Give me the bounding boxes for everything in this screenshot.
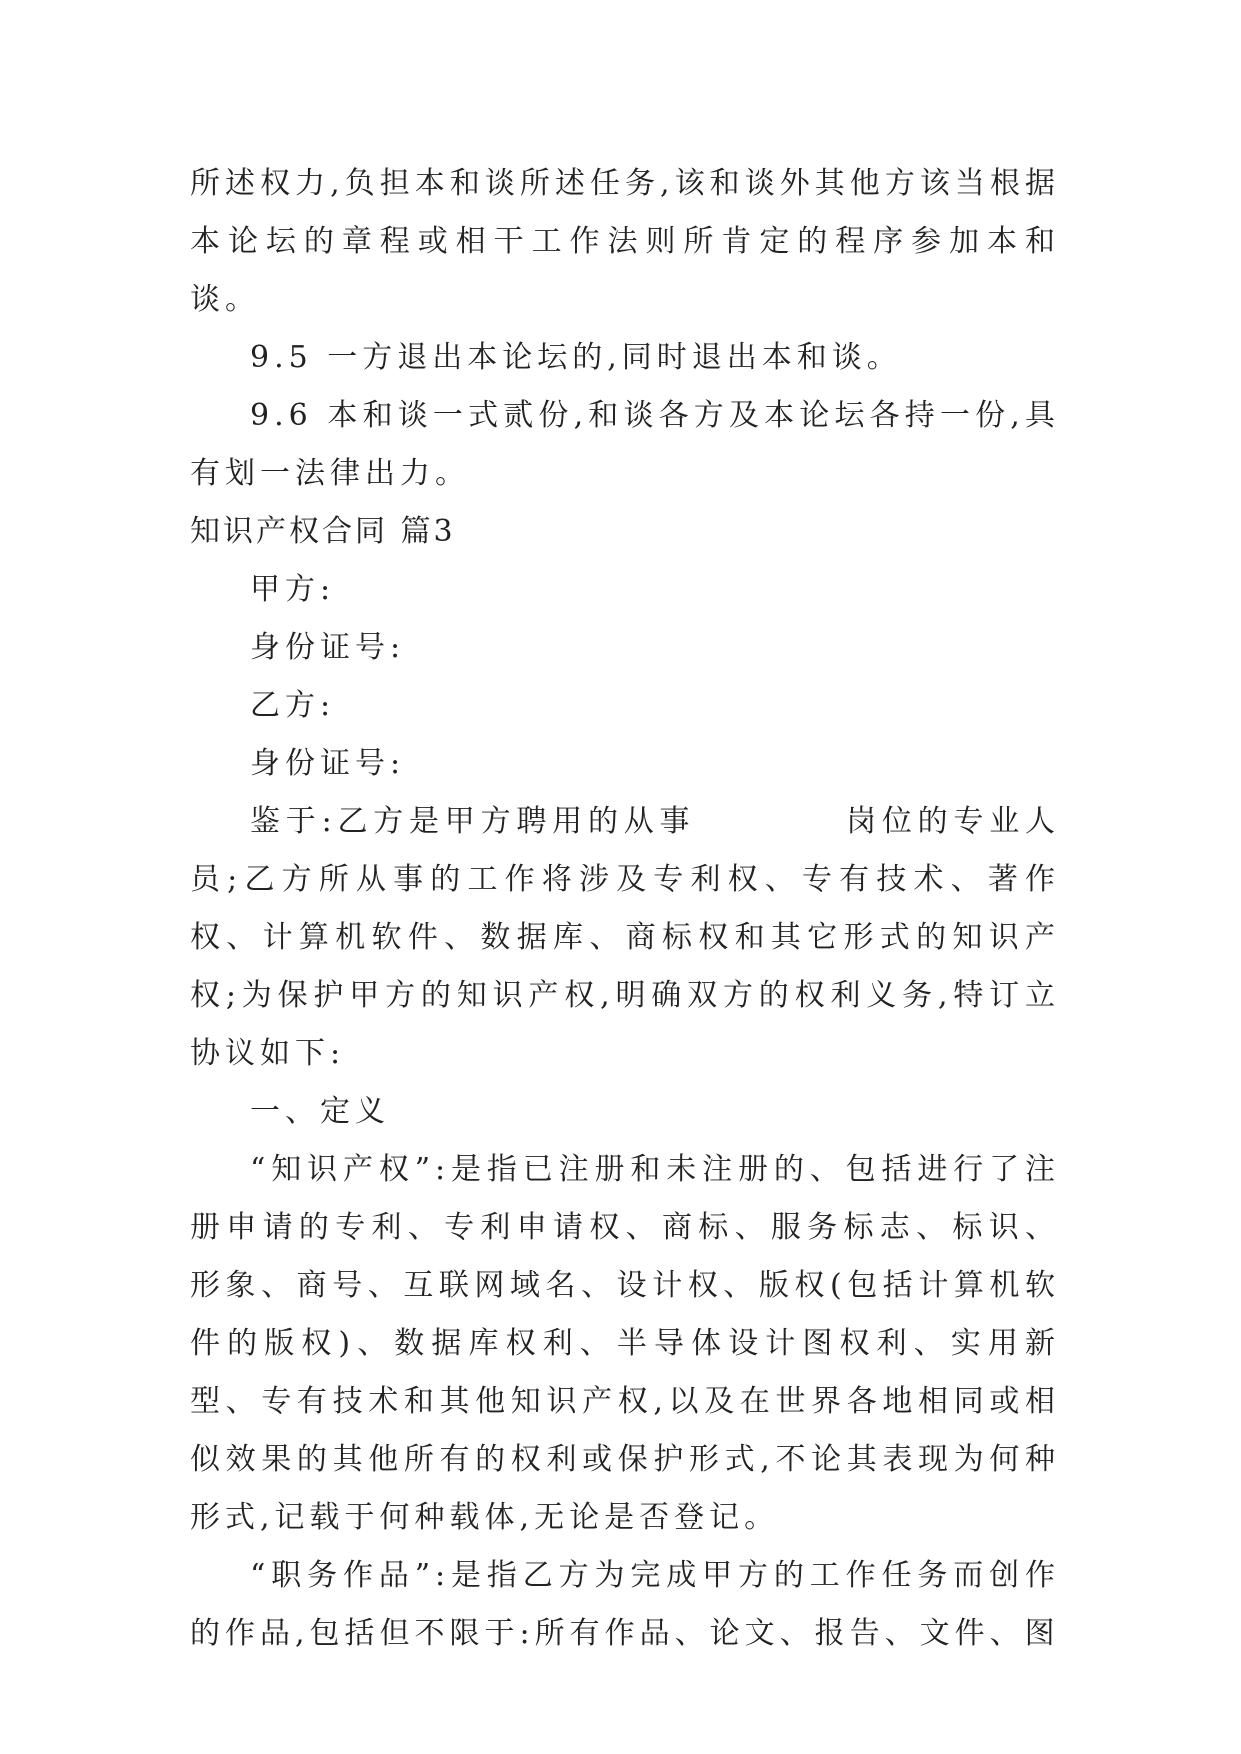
definition-work: “职务作品”:是指乙方为完成甲方的工作任务而创作的作品,包括但不限于:所有作品、论文、报告、文件、图 xyxy=(190,1558,1060,1651)
party-a-field: 甲方: xyxy=(250,572,336,607)
party-a-id-field: 身份证号: xyxy=(250,630,406,665)
whereas-paragraph xyxy=(190,793,1060,1083)
definition-ip: “知识产权”:是指已注册和未注册的、包括进行了注册申请的专利、专利申请权、商标、服务标志、标识、形象、商号、互联网域名、设计权、版权(包括计算机软件的版权)、数据库权利、半导体设计图权利、实用新型、专有技术和其他知识产权,以及在世界各地相同或相似效果的其他所有的权利或保护形式,不论其表现为何种形式,记载于何种载体,无论是否登记。 xyxy=(190,1152,1060,1535)
party-b-field: 乙方: xyxy=(250,688,336,723)
whereas-part-2: 岗位的专业人员;乙方所从事的工作将涉及专利权、专有技术、著作权、计算机软件、数据库、商标权和其它形式的知识产权;为保护甲方的知识产权,明确双方的权利义务,特订立协议如下: xyxy=(190,804,1060,1071)
whereas-part-1: 鉴于:乙方是甲方聘用的从事 xyxy=(250,804,696,839)
paragraph-continuation: 所述权力,负担本和谈所述任务,该和谈外其他方该当根据本论坛的章程或相干工作法则所肯定的程序参加本和谈。 xyxy=(190,166,1060,317)
document-body xyxy=(190,155,1060,1663)
clause-9-5: 9.5 一方退出本论坛的,同时退出本和谈。 xyxy=(250,340,902,375)
section-definitions-title: 一、定义 xyxy=(250,1094,390,1129)
section-heading: 知识产权合同 篇3 xyxy=(190,514,456,549)
party-b-id-field: 身份证号: xyxy=(250,746,406,781)
clause-9-6: 9.6 本和谈一式贰份,和谈各方及本论坛各持一份,具有划一法律出力。 xyxy=(190,398,1060,491)
